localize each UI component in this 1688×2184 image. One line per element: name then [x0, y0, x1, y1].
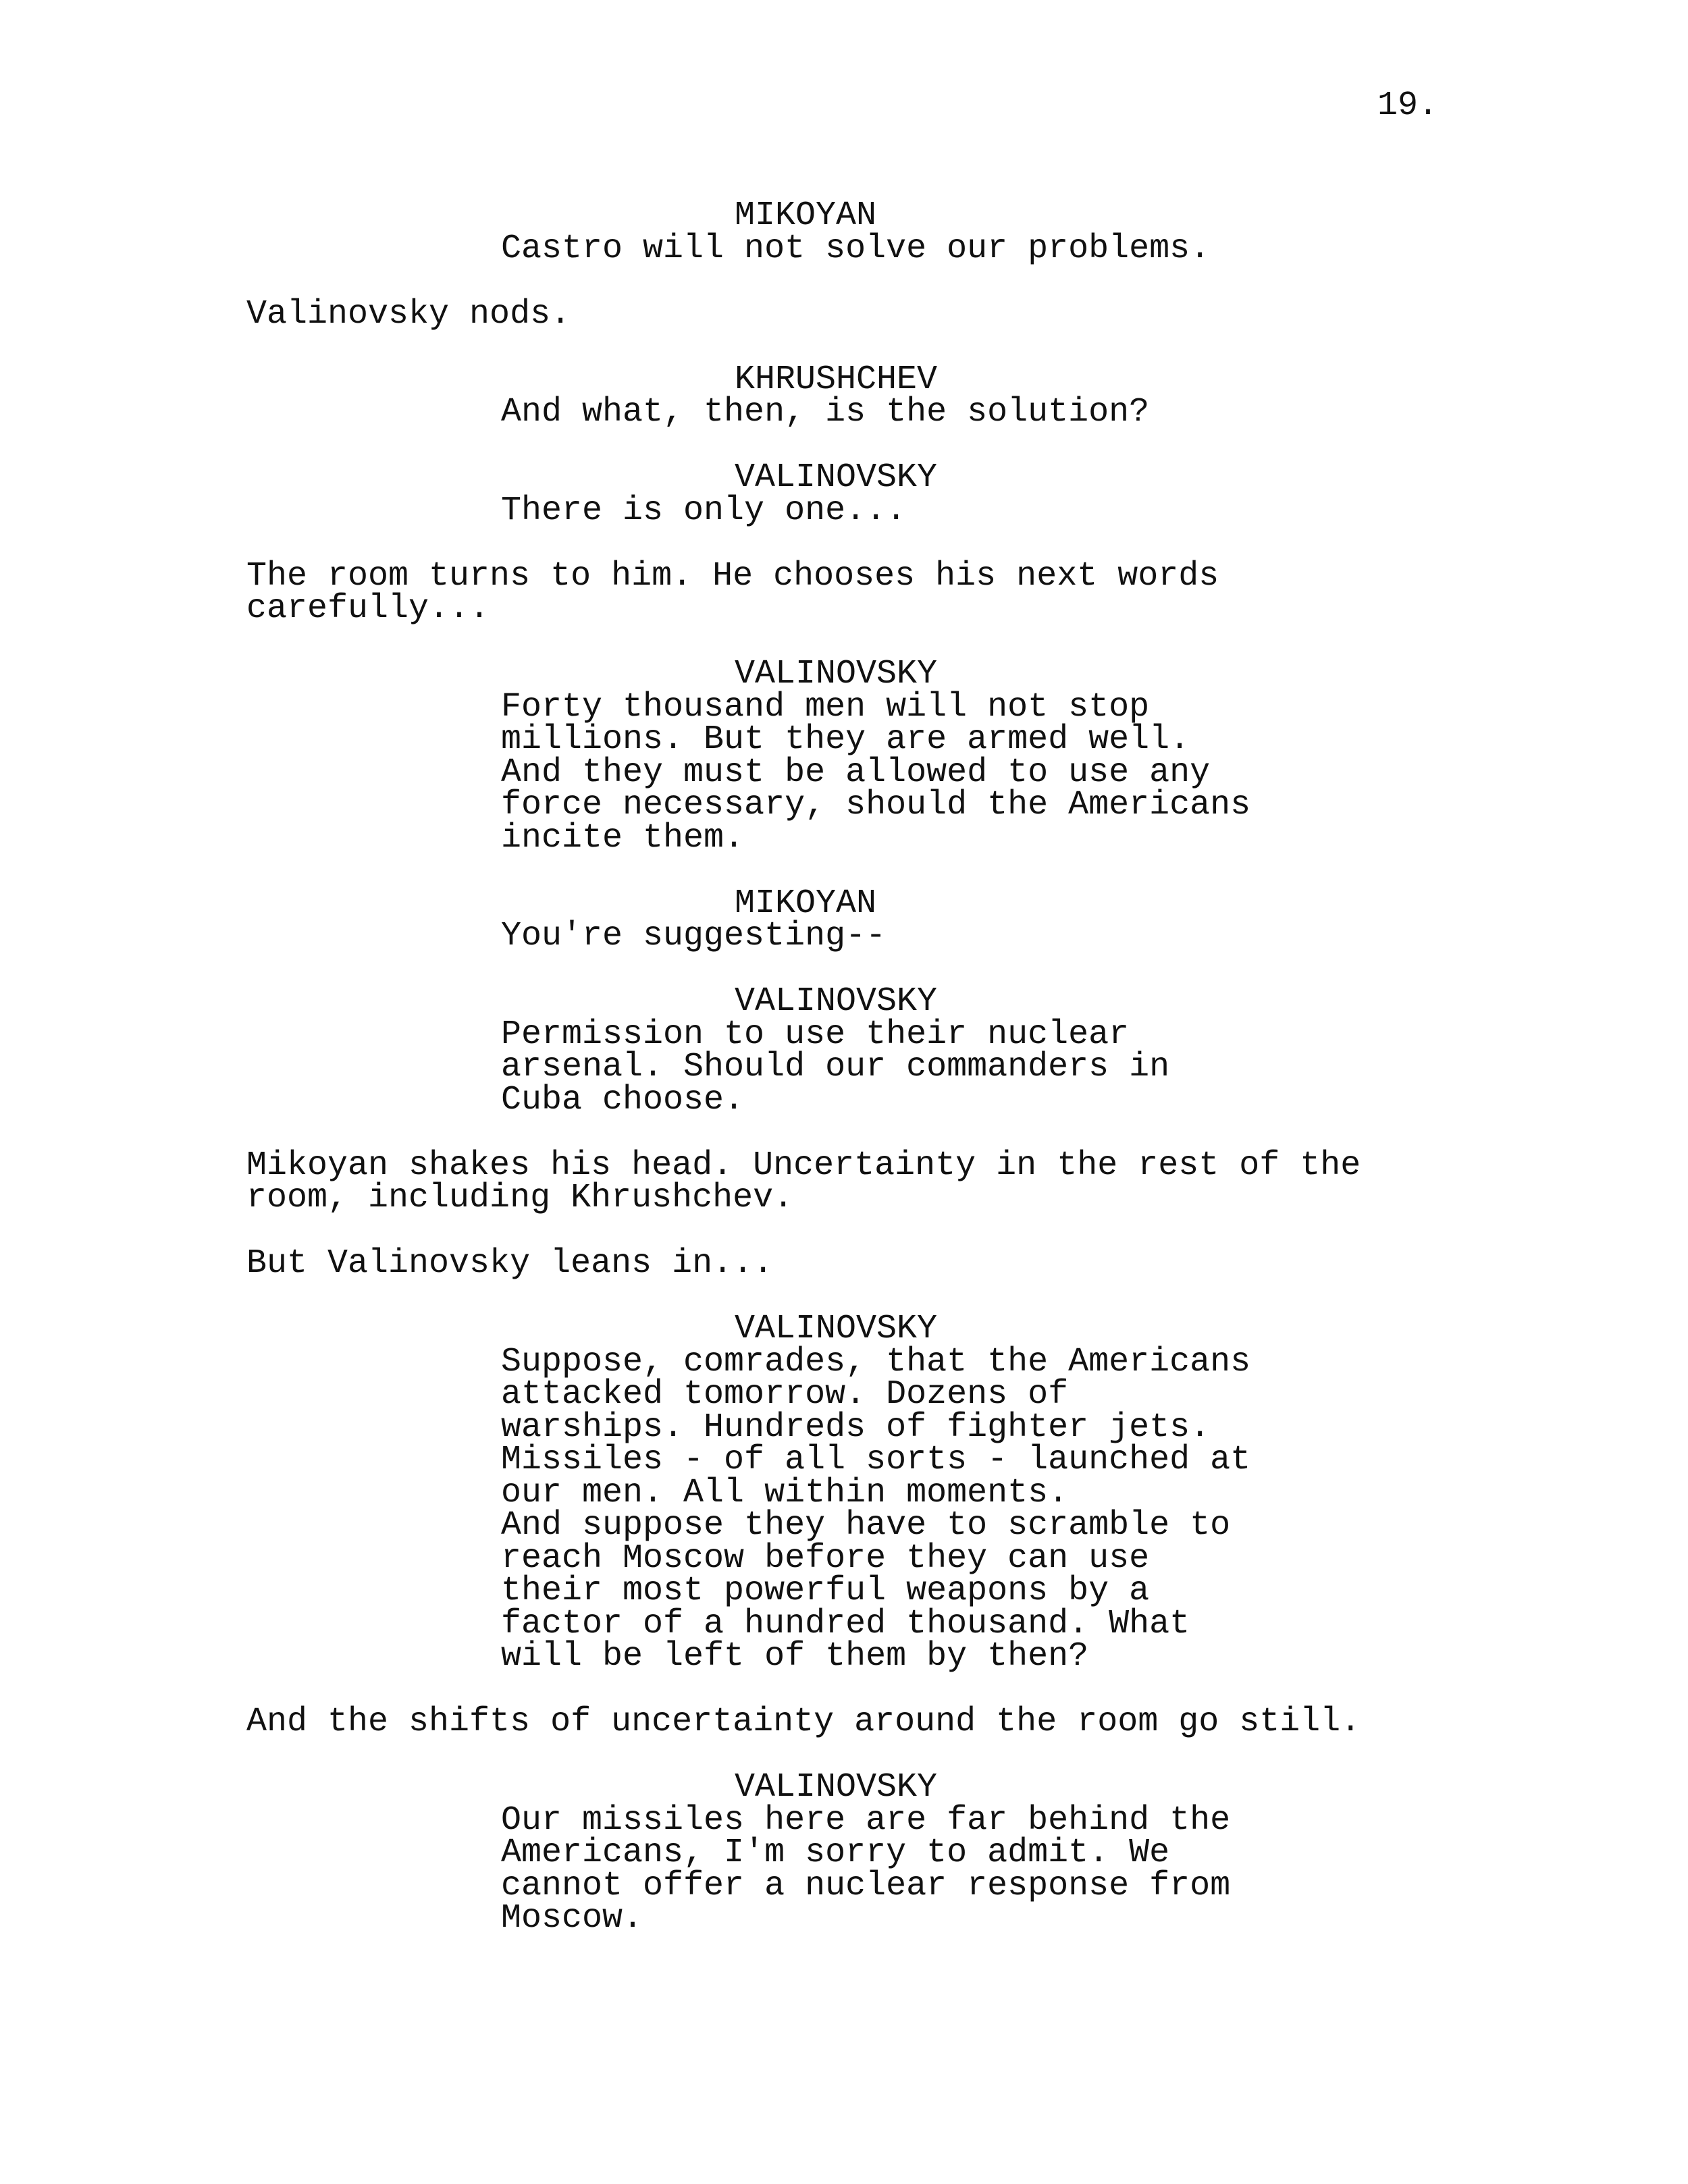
character-name: VALINOVSKY [735, 1310, 938, 1348]
spacer [0, 855, 1688, 888]
character-name: VALINOVSKY [735, 982, 938, 1021]
action-line: Valinovsky nods. [246, 294, 571, 334]
dialogue-text: There is only one... [501, 491, 907, 530]
dialogue-text: Forty thousand men will not stop millions. But they are armed well. And they must be allowed to use any force necessary, should the Americans incite them. [501, 687, 1251, 857]
dialogue-text: Suppose, comrades, that the Americans attacked tomorrow. Dozens of warships. Hundreds of fighter jets. Missiles - of all sorts - launched at our men. All within moments. And suppose they have to scramble to reach Moscow before they can use their most powerful weapons by a factor of a hundred thousand. What will be left of them by then? [501, 1342, 1251, 1676]
dialogue-text: Our missiles here are far behind the Americans, I'm sorry to admit. We cannot offer a nuclear response from Moscow. [501, 1801, 1231, 1938]
dialogue-text: And what, then, is the solution? [501, 393, 1150, 431]
action-line: The room turns to him. He chooses his next words carefully... [246, 556, 1219, 628]
character-name: MIKOYAN [735, 196, 877, 235]
dialogue-block [501, 655, 1688, 857]
spacer [0, 1674, 1688, 1707]
spacer [0, 265, 1688, 298]
spacer [0, 1215, 1688, 1248]
spacer [0, 626, 1688, 659]
dialogue-block [501, 196, 1688, 268]
dialogue-block [501, 1768, 1688, 1938]
dialogue-text: You're suggesting-- [501, 917, 887, 955]
action-line: Mikoyan shakes his head. Uncertainty in the rest of the room, including Khrushchev. [246, 1146, 1361, 1217]
spacer [0, 429, 1688, 462]
spacer [0, 1739, 1688, 1772]
character-name: KHRUSHCHEV [735, 360, 938, 399]
character-name: VALINOVSKY [735, 1768, 938, 1807]
spacer [0, 953, 1688, 986]
script-body [0, 196, 1688, 1938]
spacer [0, 1117, 1688, 1150]
dialogue-text: Castro will not solve our problems. [501, 229, 1211, 268]
page-number: 19. [1377, 86, 1439, 125]
dialogue-text: Permission to use their nuclear arsenal. Should our commanders in Cuba choose. [501, 1015, 1170, 1119]
character-name: VALINOVSKY [735, 458, 938, 497]
character-name: MIKOYAN [735, 884, 877, 923]
dialogue-block [501, 1310, 1688, 1676]
dialogue-block [501, 884, 1688, 955]
action-line: And the shifts of uncertainty around the room go still. [246, 1703, 1361, 1741]
dialogue-block [501, 982, 1688, 1119]
character-name: VALINOVSKY [735, 655, 938, 693]
action-line: But Valinovsky leans in... [246, 1244, 774, 1283]
spacer [0, 1281, 1688, 1314]
dialogue-block [501, 458, 1688, 530]
spacer [0, 527, 1688, 560]
spacer [0, 331, 1688, 364]
dialogue-block [501, 360, 1688, 431]
